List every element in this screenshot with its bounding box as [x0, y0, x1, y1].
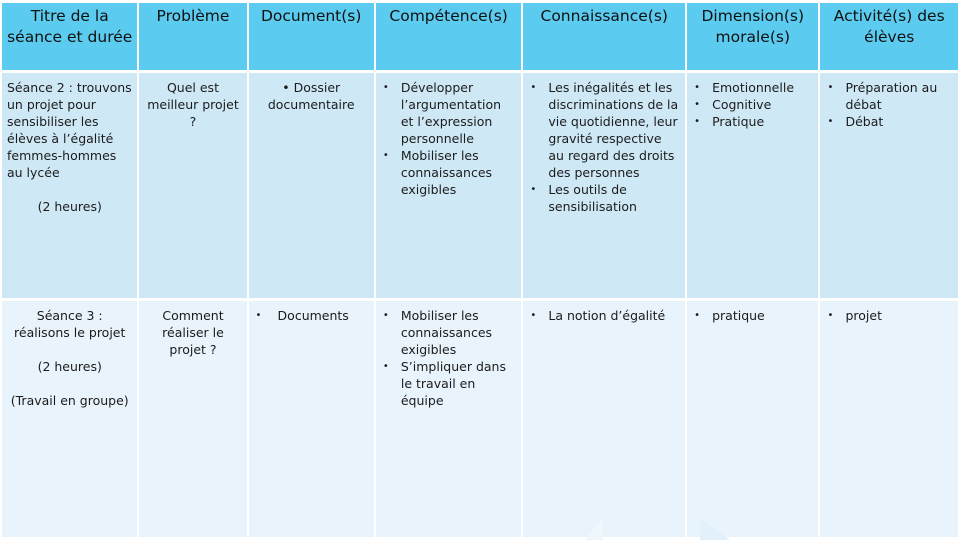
list-item: • Développer l’argumentation et l’expression personnelle [381, 79, 517, 147]
table-row [2, 73, 958, 298]
cell-documents [249, 73, 374, 298]
list-item: • Mobiliser les connaissances exigibles [381, 307, 517, 358]
cell-probleme [139, 73, 246, 298]
cell-documents [249, 301, 374, 537]
session-note: (Travail en groupe) [10, 393, 129, 408]
header-probleme: Problème [139, 3, 246, 70]
cell-titre [2, 301, 137, 537]
cell-connaissances [523, 301, 685, 537]
cell-dimensions [687, 301, 818, 537]
cell-competences [376, 73, 522, 298]
cell-activites [820, 301, 958, 537]
session-title: Séance 3 : réalisons le projet [14, 308, 126, 340]
session-duration: (2 heures) [37, 359, 102, 374]
cell-activites [820, 73, 958, 298]
list-item: • Documents [254, 307, 369, 324]
list-item: • S’impliquer dans le travail en équipe [381, 358, 517, 409]
cell-competences [376, 301, 522, 537]
header-titre: Titre de la séance et durée [2, 3, 137, 70]
header-competences: Compétence(s) [376, 3, 522, 70]
header-documents: Document(s) [249, 3, 374, 70]
cell-connaissances [523, 73, 685, 298]
session-title: Séance 2 : trouvons un projet pour sensibiliser les élèves à l’égalité femmes-hommes au lycée [7, 80, 132, 180]
list-item: • pratique [692, 307, 813, 324]
list-item: • Cognitive [692, 96, 813, 113]
list-item: • La notion d’égalité [528, 307, 680, 324]
list-item: • Pratique [692, 113, 813, 130]
decorative-shape [585, 518, 603, 540]
session-duration: (2 heures) [37, 199, 102, 214]
list-item: • Les outils de sensibilisation [528, 181, 680, 215]
header-connaissances: Connaissance(s) [523, 3, 685, 70]
header-dimensions: Dimension(s) morale(s) [687, 3, 818, 70]
cell-probleme [139, 301, 246, 537]
cell-titre [2, 73, 137, 298]
probleme-text: Quel est meilleur projet ? [147, 80, 239, 129]
list-item: • Mobiliser les connaissances exigibles [381, 147, 517, 198]
cell-dimensions [687, 73, 818, 298]
list-item: • projet [825, 307, 953, 324]
list-item: • Préparation au débat [825, 79, 953, 113]
list-item: • Débat [825, 113, 953, 130]
table-row [2, 301, 958, 537]
list-item: • Les inégalités et les discriminations de la vie quotidienne, leur gravité respective au regard des droits des personnes [528, 79, 680, 181]
document-item: • Dossier documentaire [267, 80, 355, 112]
probleme-text: Comment réaliser le projet ? [162, 308, 224, 357]
decorative-shape [700, 518, 730, 540]
header-row [2, 3, 958, 70]
list-item: • Emotionnelle [692, 79, 813, 96]
header-activites: Activité(s) des élèves [820, 3, 958, 70]
